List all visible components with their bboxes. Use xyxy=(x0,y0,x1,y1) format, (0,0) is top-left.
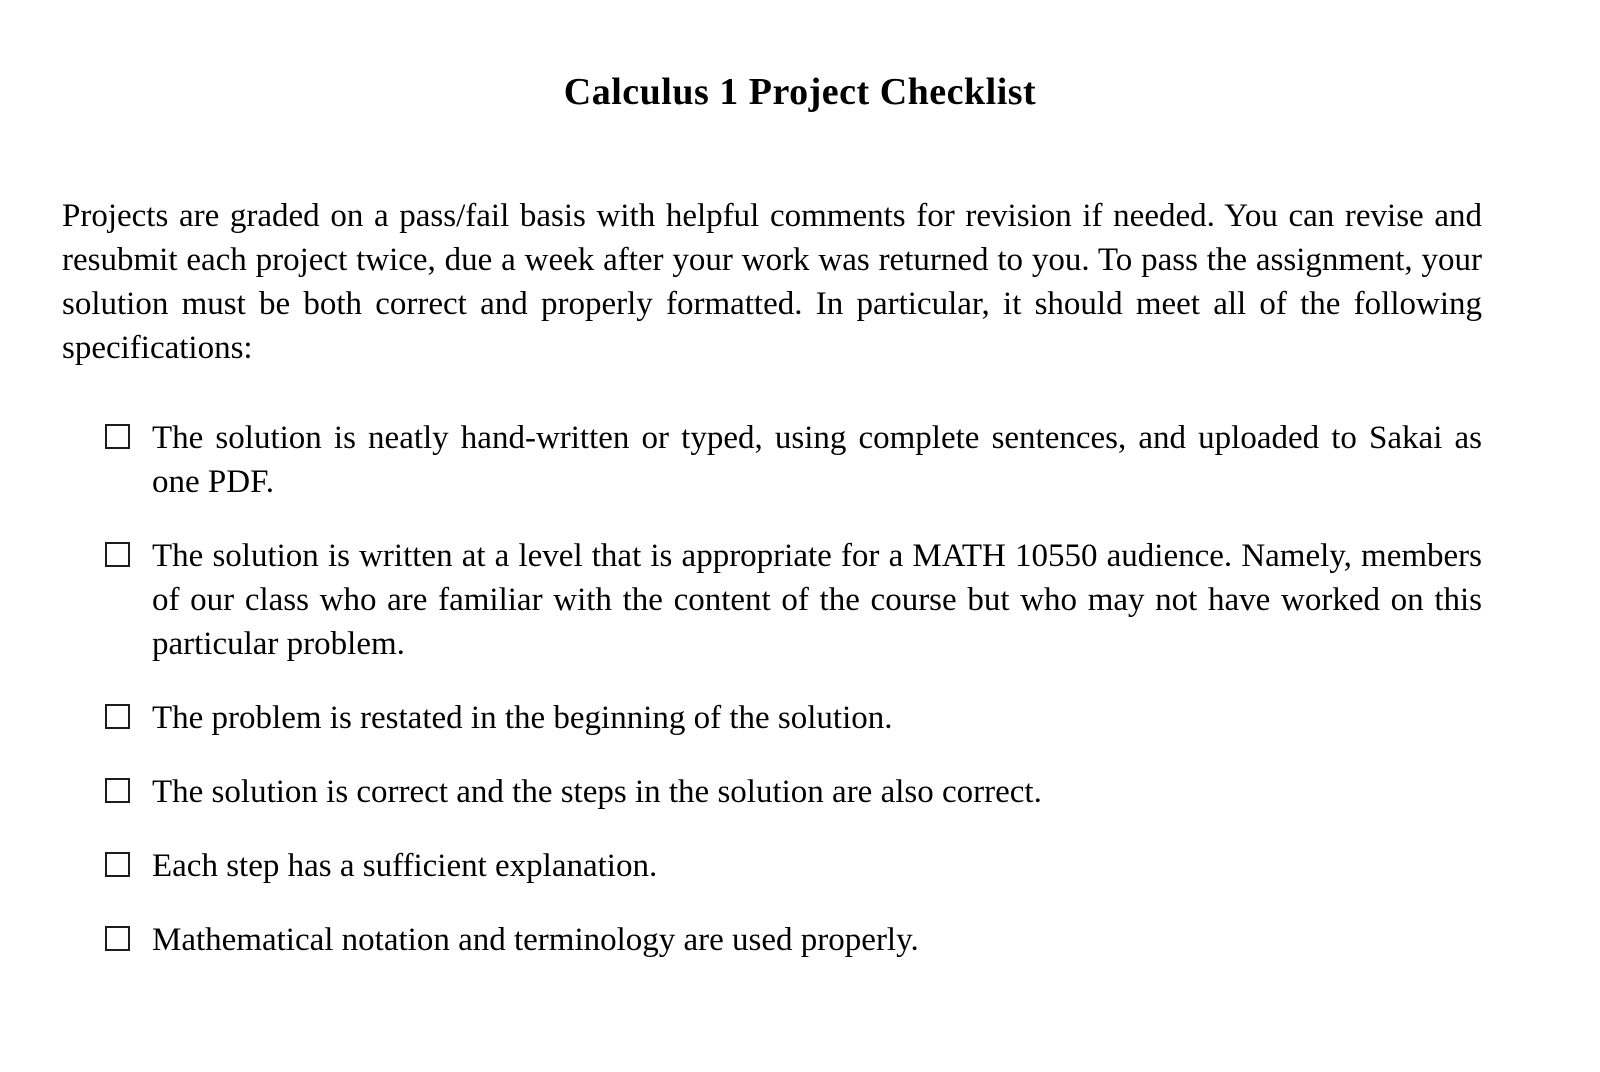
checkbox-icon xyxy=(105,778,130,803)
checklist-item-label: The solution is neatly hand-written or typed, using complete sentences, and uploaded to Sakai as one PDF. xyxy=(152,420,1482,500)
checklist-item xyxy=(152,416,1482,504)
checklist xyxy=(62,416,1482,962)
checklist-item-label: The problem is restated in the beginning of the solution. xyxy=(152,700,893,736)
checklist-item xyxy=(152,770,1482,814)
intro-paragraph: Projects are graded on a pass/fail basis with helpful comments for revision if needed. You can revise and resubmit each project twice, due a week after your work was returned to you. To pass the assignment, your solution must be both correct and properly formatted. In particular, it should meet all of the following specifications: xyxy=(62,198,1482,366)
checklist-item-label: Mathematical notation and terminology are used properly. xyxy=(152,922,919,958)
checkbox-icon xyxy=(105,424,130,449)
checkbox-icon xyxy=(105,926,130,951)
page-title: Calculus 1 Project Checklist xyxy=(563,71,1037,113)
checklist-item xyxy=(152,844,1482,888)
checklist-item-label: Each step has a sufficient explanation. xyxy=(152,848,658,884)
checklist-item-label: The solution is correct and the steps in the solution are also correct. xyxy=(152,774,1042,810)
document-body xyxy=(62,194,1482,962)
checklist-item-label: The solution is written at a level that is appropriate for a MATH 10550 audience. Namely, members of our class who are familiar with the content of the course but who may not have worked on this particular problem. xyxy=(152,538,1482,662)
checkbox-icon xyxy=(105,704,130,729)
checklist-item xyxy=(152,534,1482,666)
checklist-item xyxy=(152,696,1482,740)
checkbox-icon xyxy=(105,852,130,877)
checklist-item xyxy=(152,918,1482,962)
checkbox-icon xyxy=(105,542,130,567)
